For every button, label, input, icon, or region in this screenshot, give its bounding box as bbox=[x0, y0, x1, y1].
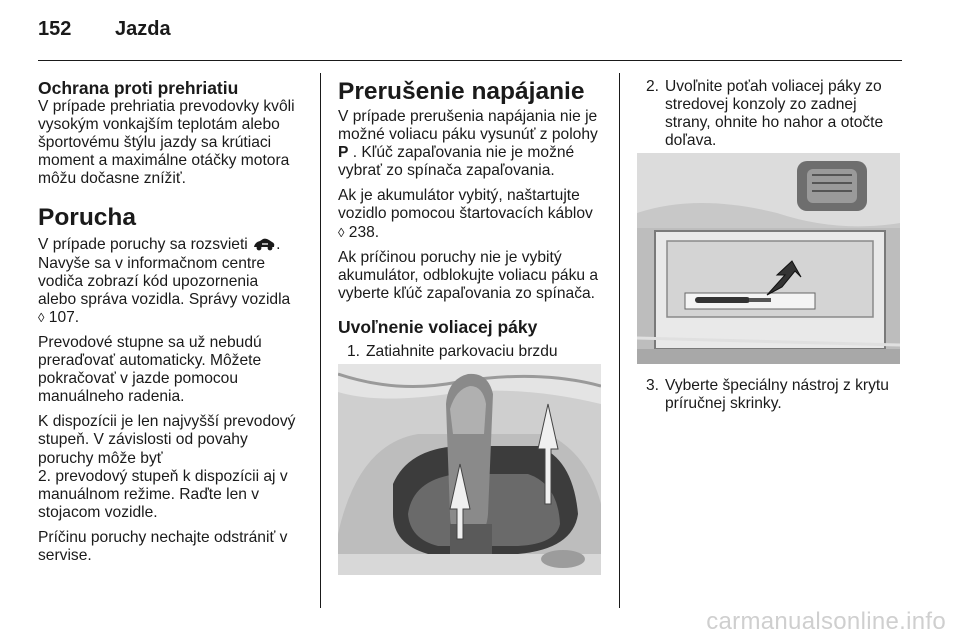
text-line bbox=[38, 236, 310, 254]
text-line: vozidlo pomocou štartovacích káblov bbox=[338, 205, 593, 223]
step-3 bbox=[637, 377, 899, 413]
text-line: vybrať zo spínača zapaľovania. bbox=[338, 162, 555, 180]
text-line: poruchy môže byť bbox=[38, 449, 163, 467]
text-line: Navyše sa v informačnom centre bbox=[38, 254, 266, 272]
interruption-heading: Prerušenie napájanie bbox=[338, 78, 585, 105]
fault-text-end: . bbox=[276, 236, 281, 254]
text-line: Vyberte špeciálny nástroj z krytu bbox=[665, 377, 889, 394]
text-line: vysokým vonkajším teplotám alebo bbox=[38, 116, 280, 134]
text-line bbox=[338, 144, 610, 162]
service-paragraph bbox=[38, 529, 310, 565]
available-gear-paragraph bbox=[38, 413, 310, 522]
gear-lever-photo bbox=[338, 364, 601, 575]
text-line: možné voliacu páku vysunúť z polohy bbox=[338, 126, 598, 144]
text-line: moment a maximálne otáčky motora bbox=[38, 152, 290, 170]
text-line: stredovej konzoly zo zadnej bbox=[665, 96, 857, 114]
text-line: servise. bbox=[38, 546, 92, 564]
text-line: Prevodové stupne sa už nebudú bbox=[38, 333, 262, 351]
page-reference-arrow-icon: ◊ bbox=[38, 309, 45, 325]
interruption-paragraph bbox=[338, 108, 610, 180]
gears-paragraph bbox=[38, 334, 310, 406]
step-number: 1. bbox=[346, 342, 360, 360]
text-line: Uvoľnite poťah voliacej páky zo bbox=[665, 78, 882, 95]
text-line: Ak je akumulátor vybitý, naštartujte bbox=[338, 187, 580, 205]
text-line: manuálneho radenia. bbox=[38, 388, 185, 406]
column-middle bbox=[338, 78, 610, 361]
page-number: 152 bbox=[38, 18, 72, 40]
section-title: Jazda bbox=[115, 18, 171, 40]
text-line: vodiča zobrazí kód upozornenia bbox=[38, 272, 259, 290]
text-line: preraďovať automaticky. Môžete bbox=[38, 352, 262, 370]
battery-paragraph bbox=[338, 187, 610, 241]
text-line: K dispozícii je len najvyšší prevodový bbox=[38, 413, 296, 431]
text-line bbox=[338, 224, 610, 242]
text-line: príručnej skrinky. bbox=[665, 395, 782, 413]
step-number: 3. bbox=[645, 377, 659, 394]
glove-box-photo bbox=[637, 153, 900, 364]
text-line: akumulátor, odblokujte voliacu páku a bbox=[338, 266, 599, 284]
column-divider-1 bbox=[320, 73, 321, 608]
column-divider-2 bbox=[619, 73, 620, 608]
cause-paragraph bbox=[338, 249, 610, 303]
text-line: V prípade prehriatia prevodovky kvôli bbox=[38, 98, 295, 115]
gear-position-p: P bbox=[338, 144, 349, 162]
text-line: športovému štýlu jazdy sa krútiaci bbox=[38, 134, 272, 152]
step-text: Zatiahnite parkovaciu brzdu bbox=[366, 342, 558, 360]
text-line: môžu dočasne znížiť. bbox=[38, 170, 186, 188]
text-line: pokračovať v jazde pomocou bbox=[38, 370, 239, 388]
overheat-paragraph bbox=[38, 98, 310, 188]
header-rule bbox=[38, 60, 902, 61]
text-line: vyberte kľúč zapaľovania zo spínača. bbox=[338, 284, 596, 302]
text-line: alebo správa vozidla. Správy vozidla bbox=[38, 290, 291, 308]
text-line: Ak príčinou poruchy nie je vybitý bbox=[338, 248, 562, 266]
fault-paragraph bbox=[38, 236, 310, 326]
text-line: stupeň. V závislosti od povahy bbox=[38, 431, 248, 449]
watermark: carmanualsonline.info bbox=[706, 608, 946, 635]
text-inline: . Kľúč zapaľovania nie je možné bbox=[348, 144, 575, 162]
text-line: V prípade prerušenia napájania nie je bbox=[338, 108, 598, 125]
column-left bbox=[38, 78, 310, 565]
text-line: manuálnom režime. Raďte len v bbox=[38, 485, 260, 503]
text-line bbox=[38, 309, 310, 327]
step-1 bbox=[338, 343, 610, 361]
step-number: 2. bbox=[645, 78, 659, 95]
overheat-heading: Ochrana proti prehriatiu bbox=[38, 78, 239, 98]
step-2 bbox=[637, 78, 899, 150]
text-line: doľava. bbox=[665, 132, 717, 150]
step-text bbox=[665, 78, 883, 150]
page-reference-arrow-icon: ◊ bbox=[338, 224, 345, 240]
page-reference[interactable]: 107. bbox=[44, 308, 80, 326]
fault-text: V prípade poruchy sa rozsvieti bbox=[38, 236, 248, 254]
page-reference[interactable]: 238. bbox=[344, 223, 380, 241]
text-line: 2. prevodový stupeň k dispozícii aj v bbox=[38, 467, 288, 485]
text-line: Príčinu poruchy nechajte odstrániť v bbox=[38, 528, 288, 546]
text-line: stojacom vozidle. bbox=[38, 503, 158, 521]
car-service-icon bbox=[252, 236, 276, 252]
step-text bbox=[665, 377, 889, 413]
text-line: strany, ohnite ho nahor a otočte bbox=[665, 114, 884, 132]
release-heading: Uvoľnenie voliacej páky bbox=[338, 316, 538, 337]
fault-heading: Porucha bbox=[38, 204, 137, 232]
column-right bbox=[637, 78, 899, 150]
